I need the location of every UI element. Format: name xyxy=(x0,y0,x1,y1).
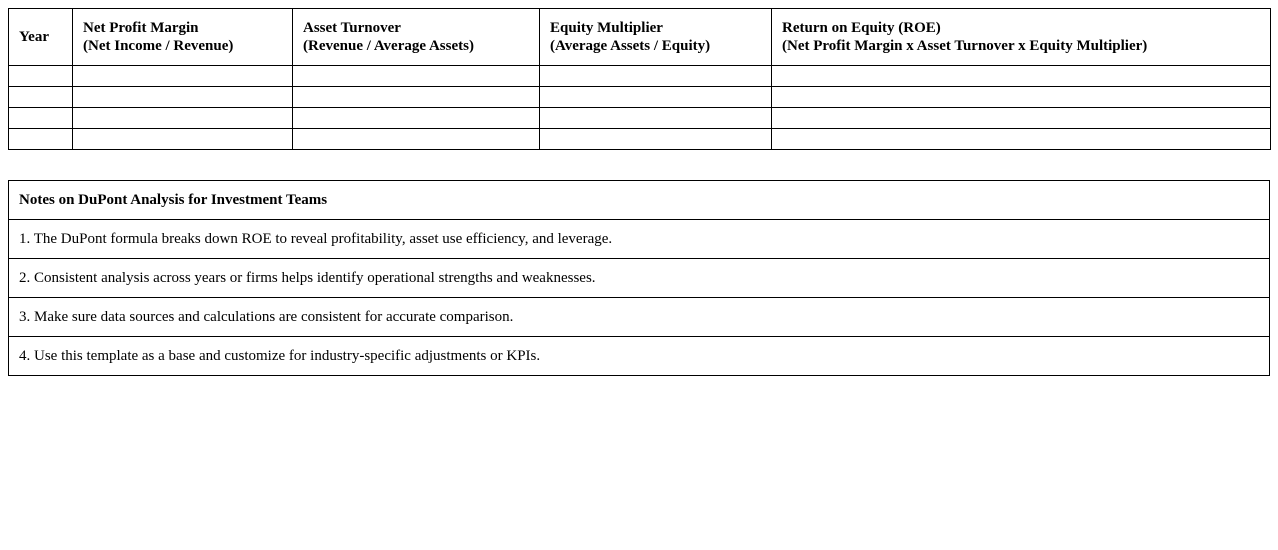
table-row xyxy=(9,66,1271,87)
cell-net-profit-margin[interactable] xyxy=(73,129,293,150)
list-item xyxy=(9,298,1270,337)
note-item: 3. Make sure data sources and calculations are consistent for accurate comparison. xyxy=(9,298,1270,337)
header-return-on-equity xyxy=(772,9,1271,66)
notes-header-row xyxy=(9,181,1270,220)
cell-return-on-equity[interactable] xyxy=(772,66,1271,87)
note-item: 2. Consistent analysis across years or firms helps identify operational strengths and weaknesses. xyxy=(9,259,1270,298)
header-title: Net Profit Margin xyxy=(83,20,199,36)
list-item xyxy=(9,220,1270,259)
dupont-analysis-table xyxy=(8,8,1271,150)
cell-net-profit-margin[interactable] xyxy=(73,87,293,108)
cell-year[interactable] xyxy=(9,87,73,108)
cell-year[interactable] xyxy=(9,108,73,129)
table-row xyxy=(9,87,1271,108)
notes-table xyxy=(8,180,1270,376)
header-title: Equity Multiplier xyxy=(550,20,663,36)
cell-net-profit-margin[interactable] xyxy=(73,108,293,129)
header-formula: (Net Profit Margin x Asset Turnover x Equity Multiplier) xyxy=(782,38,1148,54)
header-formula: (Revenue / Average Assets) xyxy=(303,38,474,54)
table-header-row xyxy=(9,9,1271,66)
cell-net-profit-margin[interactable] xyxy=(73,66,293,87)
list-item xyxy=(9,337,1270,376)
header-year xyxy=(9,9,73,66)
table-row xyxy=(9,129,1271,150)
cell-year[interactable] xyxy=(9,66,73,87)
header-title: Return on Equity (ROE) xyxy=(782,20,941,36)
notes-title: Notes on DuPont Analysis for Investment Teams xyxy=(9,181,1270,220)
header-title: Year xyxy=(19,29,49,45)
header-asset-turnover xyxy=(293,9,540,66)
header-equity-multiplier xyxy=(540,9,772,66)
cell-asset-turnover[interactable] xyxy=(293,108,540,129)
header-net-profit-margin xyxy=(73,9,293,66)
cell-equity-multiplier[interactable] xyxy=(540,108,772,129)
table-row xyxy=(9,108,1271,129)
note-item: 1. The DuPont formula breaks down ROE to reveal profitability, asset use efficiency, and leverage. xyxy=(9,220,1270,259)
header-formula: (Net Income / Revenue) xyxy=(83,38,234,54)
cell-equity-multiplier[interactable] xyxy=(540,129,772,150)
note-item: 4. Use this template as a base and customize for industry-specific adjustments or KPIs. xyxy=(9,337,1270,376)
cell-asset-turnover[interactable] xyxy=(293,66,540,87)
header-title: Asset Turnover xyxy=(303,20,401,36)
cell-equity-multiplier[interactable] xyxy=(540,87,772,108)
cell-equity-multiplier[interactable] xyxy=(540,66,772,87)
cell-return-on-equity[interactable] xyxy=(772,87,1271,108)
cell-asset-turnover[interactable] xyxy=(293,87,540,108)
cell-asset-turnover[interactable] xyxy=(293,129,540,150)
cell-return-on-equity[interactable] xyxy=(772,129,1271,150)
list-item xyxy=(9,259,1270,298)
cell-return-on-equity[interactable] xyxy=(772,108,1271,129)
cell-year[interactable] xyxy=(9,129,73,150)
header-formula: (Average Assets / Equity) xyxy=(550,38,711,54)
